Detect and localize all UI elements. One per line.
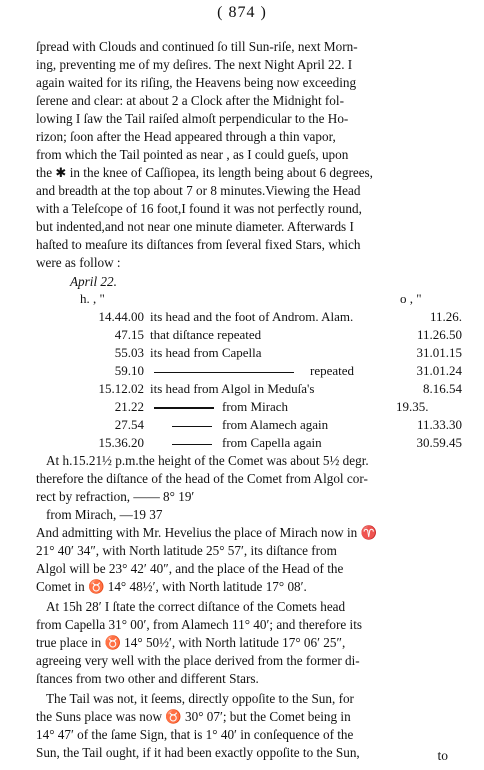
text-line: and breadth at the top about 7 or 8 minutes.Viewing the Head xyxy=(36,183,361,198)
text-line: true place in ♉ 14° 50½′, with North latitude 17° 06′ 25″, xyxy=(36,635,346,650)
table-cell-angle: 11.26.50 xyxy=(416,327,462,342)
text-line: from Mirach, —19 37 xyxy=(46,507,163,522)
page-number: ( 874 ) xyxy=(217,4,267,21)
ditto-rule xyxy=(150,362,298,379)
table-cell-desc: its head from Capella xyxy=(150,345,262,360)
table-cell-desc: from Capella again xyxy=(222,435,322,450)
text-line: ing, preventing me of my deſires. The next Night April 22. I xyxy=(36,57,353,72)
table-cell-desc: repeated xyxy=(310,363,355,378)
table-cell-angle: 31.01.15 xyxy=(416,345,462,360)
text-line: but indented,and not near one minute diameter. Afterwards I xyxy=(36,219,354,234)
text-line: from which the Tail pointed as near , as I could gueſs, upon xyxy=(36,147,349,162)
text-line: again waited for its riſing, the Heavens being now exceeding xyxy=(36,75,357,90)
table-header-time: h. , " xyxy=(80,291,105,306)
table-cell-time: 15.12.02 xyxy=(98,381,144,396)
text-line: Algol will be 23° 42′ 40″, and the place of the Head of the xyxy=(36,561,344,576)
text-line: lowing I ſaw the Tail raiſed almoſt perpendicular to the Ho- xyxy=(36,111,349,126)
text-line: haſted to meaſure its diſtances from ſeveral fixed Stars, which xyxy=(36,237,361,252)
ditto-rule xyxy=(168,416,216,433)
catchword: to xyxy=(437,748,448,763)
table-cell-angle: 31.01.24 xyxy=(416,363,462,378)
ditto-rule xyxy=(168,434,216,451)
table-cell-time: 27.54 xyxy=(114,417,144,432)
table-date: April 22. xyxy=(70,274,117,289)
table-cell-desc: its head from Algol in Meduſa's xyxy=(150,381,315,396)
text-line: agreeing very well with the place derived from the former di- xyxy=(36,653,360,668)
text-line: from Capella 31° 00′, from Alamech 11° 40′; and therefore its xyxy=(36,617,363,632)
table-cell-desc: its head and the foot of Androm. Alam. xyxy=(150,309,354,324)
table-header-angle: o , " xyxy=(400,291,422,306)
table-cell-angle: 8.16.54 xyxy=(423,381,462,396)
ditto-rule xyxy=(150,398,218,415)
text-line: The Tail was not, it ſeems, directly oppoſite to the Sun, for xyxy=(46,691,354,706)
text-line: 21° 40′ 34″, with North latitude 25° 57′, its diſtance from xyxy=(36,543,337,558)
text-line: ſtances from two other and different Stars. xyxy=(36,671,259,686)
table-cell-desc: from Alamech again xyxy=(222,417,329,432)
text-line: And admitting with Mr. Hevelius the place of Mirach now in ♈ xyxy=(36,525,377,540)
table-cell-desc: from Mirach xyxy=(222,399,289,414)
text-line: At h.15.21½ p.m.the height of the Comet was about 5½ degr. xyxy=(46,453,369,468)
table-cell-time: 21.22 xyxy=(114,399,144,414)
table-cell-angle: 19.35. xyxy=(396,399,429,414)
table-cell-time: 55.03 xyxy=(114,345,144,360)
table-cell-time: 14.44.00 xyxy=(98,309,144,324)
text-line: rect by refraction, —— 8° 19′ xyxy=(36,489,195,504)
text-line: the ✱ in the knee of Caſſiopea, its length being about 6 degrees, xyxy=(36,165,373,180)
text-line: ſerene and clear: at about 2 a Clock after the Midnight fol- xyxy=(36,93,344,108)
text-line: the Suns place was now ♉ 30° 07′; but the Comet being in xyxy=(36,709,351,724)
table-cell-time: 15.36.20 xyxy=(98,435,144,450)
text-line: ſpread with Clouds and continued ſo till Sun-riſe, next Morn- xyxy=(36,39,358,54)
text-line: 14° 47′ of the ſame Sign, that is 1° 40′ in conſequence of the xyxy=(36,727,354,742)
text-line: therefore the diſtance of the head of the Comet from Algol cor- xyxy=(36,471,368,486)
text-line: Sun, the Tail ought, if it had been exactly oppoſite to the Sun, xyxy=(36,745,360,760)
table-cell-time: 59.10 xyxy=(114,363,144,378)
text-line: were as follow : xyxy=(36,255,121,270)
table-cell-desc: that diſtance repeated xyxy=(150,327,262,342)
table-cell-angle: 30.59.45 xyxy=(416,435,462,450)
table-cell-time: 47.15 xyxy=(114,327,144,342)
table-cell-angle: 11.26. xyxy=(429,309,462,324)
table-cell-angle: 11.33.30 xyxy=(416,417,462,432)
text-line: Comet in ♉ 14° 48½′, with North latitude 17° 08′. xyxy=(36,579,307,594)
text-line: rizon; ſoon after the Head appeared through a thin vapor, xyxy=(36,129,336,144)
text-line: At 15h 28′ I ſtate the correct diſtance of the Comets head xyxy=(46,599,346,614)
text-line: with a Teleſcope of 16 foot,I found it was not perfectly round, xyxy=(36,201,362,216)
